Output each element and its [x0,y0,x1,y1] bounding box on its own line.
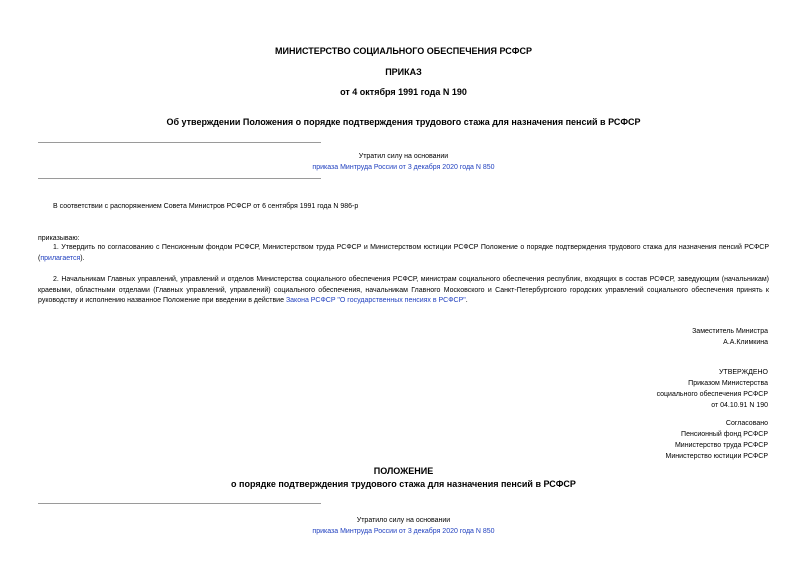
order-item-2 [38,275,769,307]
approved-line: УТВЕРЖДЕНО [718,369,768,376]
ministry-heading: МИНИСТЕРСТВО СОЦИАЛЬНОГО ОБЕСПЕЧЕНИЯ РСФСР [275,46,532,56]
divider [38,142,321,143]
expired-notice [0,151,807,173]
agreed-line: Согласовано [725,420,768,427]
approved-line: социального обеспечения РСФСР [656,391,768,398]
order-word: приказываю: [38,235,80,242]
regulation-title: ПОЛОЖЕНИЕ [373,466,434,476]
approved-block [560,367,768,411]
agreed-line: Министерство юстиции РСФСР [665,453,768,460]
expired-notice-link[interactable]: приказа Минтруда России от 3 декабря 2020 года N 850 [312,528,495,535]
approved-line: Приказом Министерства [688,380,768,387]
date-number-heading: от 4 октября 1991 года N 190 [340,87,467,97]
agreed-block [560,418,768,462]
expired-notice [0,515,807,537]
regulation-subtitle: о порядке подтверждения трудового стажа для назначения пенсий в РСФСР [231,479,576,489]
expired-notice-text: Утратило силу на основании [356,517,451,524]
divider [38,503,321,504]
expired-notice-link[interactable]: приказа Минтруда России от 3 декабря 2020 года N 850 [312,164,495,171]
doc-type-heading: ПРИКАЗ [385,67,422,77]
document-title: Об утверждении Положения о порядке подтверждения трудового стажа для назначения пенсий в РСФСР [166,117,641,127]
agreed-line: Министерство труда РСФСР [674,442,768,449]
preamble: В соответствии с распоряжением Совета Министров РСФСР от 6 сентября 1991 года N 986-р [53,203,359,210]
signature-position: Заместитель Министра [692,328,768,335]
approved-line: от 04.10.91 N 190 [711,402,768,409]
order-item-2-end: . [465,297,468,304]
order-item-1-end: ). [80,254,85,262]
agreed-line: Пенсионный фонд РСФСР [681,431,768,438]
order-item-1 [38,243,769,264]
annex-link[interactable]: прилагается [40,254,81,262]
order-item-2-text: 2. Начальникам Главных управлений, управлений и отделов Министерства социального обеспечения РСФСР, министрам социального обеспечения республик, входящих в состав РСФСР, заведующим (начальникам) краевыми, областными отделами (Главных управлений, управлений) социального обеспечения, начальникам Главного Московского и Санкт-Петербургского городских управлений социального обеспечения принять к руководству и исполнению названное Положение при введении в действие [38,276,769,304]
order-item-1-text: 1. Утвердить по согласованию с Пенсионным фондом РСФСР, Министерством труда РСФСР и Министерством юстиции РСФСР Положение о порядке подтверждения трудового стажа для назначения пенсий РСФСР ( [38,244,769,262]
signature-block [560,326,768,348]
law-link[interactable]: Закона РСФСР "О государственных пенсиях в РСФСР" [285,297,466,304]
expired-notice-text: Утратил силу на основании [358,153,449,160]
divider [38,178,321,179]
signature-name: А.А.Климкина [723,339,768,346]
